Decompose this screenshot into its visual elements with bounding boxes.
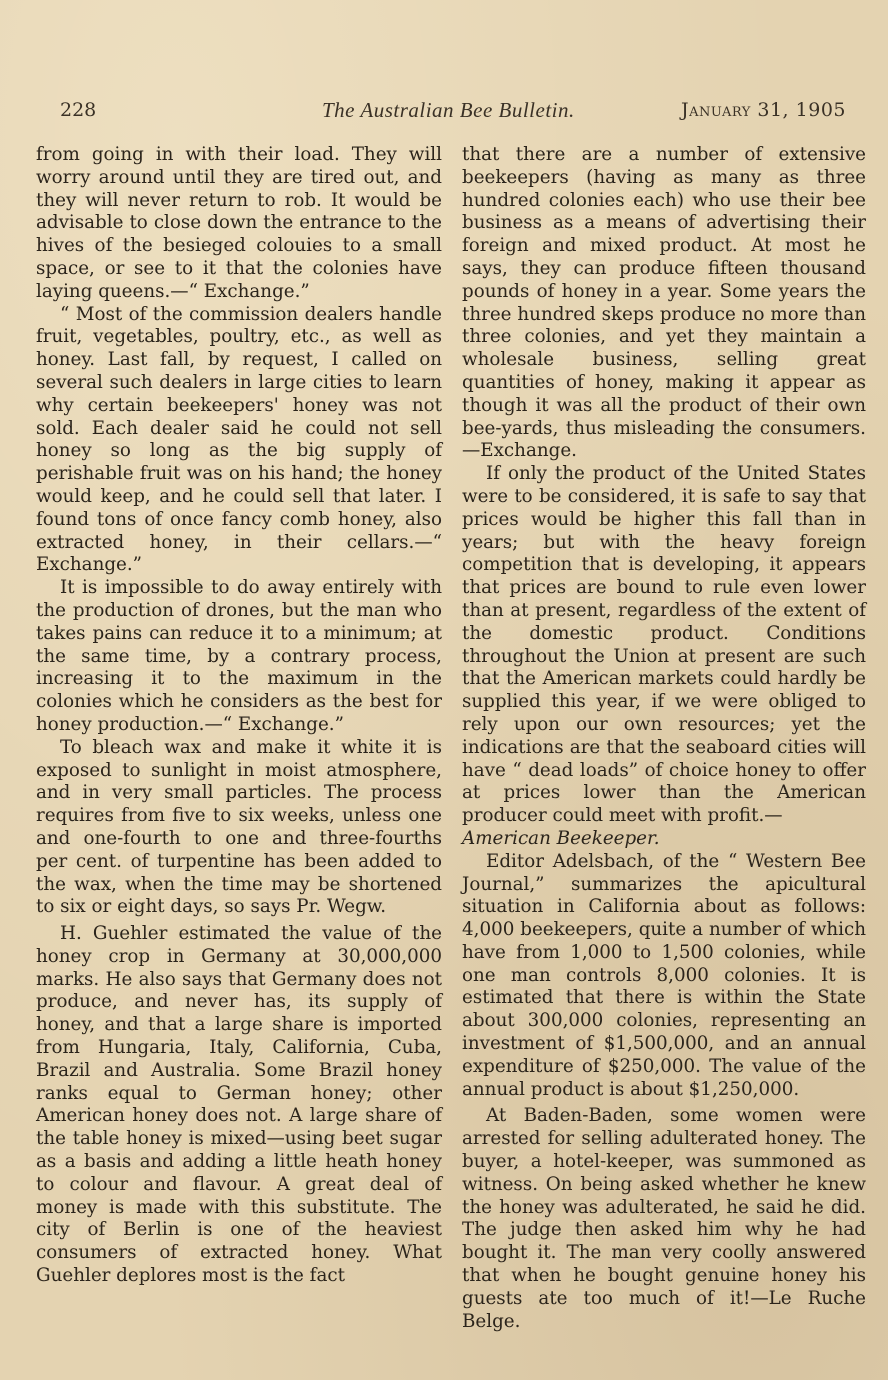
right-column bbox=[462, 144, 866, 1333]
issue-date: January 31, 1905 bbox=[681, 99, 846, 121]
paragraph: that there are a number of extensive beekeepers (having as many as three hundred colonies each) who use their bee business as a means of advertising their foreign and mixed product. At most he says, they can produce fifteen thousand pounds of honey in a year. Some years the three hundred skeps produce no more than three colonies, and yet they maintain a wholesale business, selling great quantities of honey, making it appear as though it was all the product of their own bee-yards, thus misleading the consumers.—Exchange. bbox=[462, 144, 866, 462]
paragraph: from going in with their load. They will worry around until they are tired out, and they will never return to rob. It would be advisable to close down the entrance to the hives of the besieged colouies to a small space, or see to it that the colonies have laying queens.—“ Exchange.” bbox=[36, 144, 442, 302]
paragraph bbox=[462, 463, 866, 851]
paragraph-text: If only the product of the United States were to be considered, it is safe to say that prices would be higher this fall than in years; but with the heavy foreign competition that is developing, it appears that prices are bound to rule even lower than at present, regardless of the extent of the domestic product. Conditions throughout the Union at present are such that the American markets could hardly be supplied this year, if we were obliged to rely upon our own resources; yet the indications are that the seaboard cities will have “ dead loads” of choice honey to offer at prices lower than the American producer could meet with profit.— bbox=[462, 463, 866, 827]
page-number: 228 bbox=[60, 99, 97, 121]
journal-title: The Australian Bee Bulletin. bbox=[322, 98, 575, 122]
paragraph: Editor Adelsbach, of the “ Western Bee Journal,” summarizes the apicultural situation in California about as follows: 4,000 beekeepers, quite a number of which have from 1,000 to 1,500 colonies, while one man controls 8,000 colonies. It is estimated that there is within the State about 300,000 colonies, representing an investment of $1,500,000, and an annual expenditure of $250,000. The value of the annual product is about $1,250,000. bbox=[462, 850, 866, 1100]
paragraph: H. Guehler estimated the value of the honey crop in Germany at 30,000,000 marks. He also says that Germany does not produce, and never has, its supply of honey, and that a large share is imported from Hungaria, Italy, California, Cuba, Brazil and Australia. Some Brazil honey ranks equal to German honey; other American honey does not. A large share of the table honey is mixed—using beet sugar as a basis and adding a little heath honey to colour and flavour. A great deal of money is made with this substitute. The city of Berlin is one of the heaviest consumers of extracted honey. What Guehler deplores most is the fact bbox=[36, 923, 442, 1287]
paragraph: To bleach wax and make it white it is exposed to sunlight in moist atmosphere, and in very small particles. The process requires from five to six weeks, unless one and one-fourth to one and three-fourths per cent. of turpentine has been added to the wax, when the time may be shortened to six or eight days, so says Pr. Wegw. bbox=[36, 736, 442, 918]
page-header bbox=[60, 98, 850, 124]
paragraph: It is impossible to do away entirely with the production of drones, but the man who takes pains can reduce it to a minimum; at the same time, by a contrary process, increasing it to the maximum in the colonies which he considers as the best for honey production.—“ Exchange.” bbox=[36, 577, 442, 735]
paragraph: “ Most of the commission dealers handle fruit, vegetables, poultry, etc., as well as honey. Last fall, by request, I called on several such dealers in large cities to learn why certain beekeepers' honey was not sold. Each dealer said he could not sell honey so long as the big supply of perishable fruit was on his hand; the honey would keep, and he could sell that later. I found tons of once fancy comb honey, also extracted honey, in their cellars.—“ Exchange.” bbox=[36, 303, 442, 576]
left-column bbox=[36, 144, 442, 1288]
paragraph: At Baden-Baden, some women were arrested for selling adulterated honey. The buyer, a hotel-keeper, was summoned as witness. On being asked whether he knew the honey was adulterated, he said he did. The judge then asked him why he had bought it. The man very coolly answered that when he bought genuine honey his guests ate too much of it!—Le Ruche Belge. bbox=[462, 1105, 866, 1332]
source-citation: American Beekeeper. bbox=[462, 827, 660, 849]
